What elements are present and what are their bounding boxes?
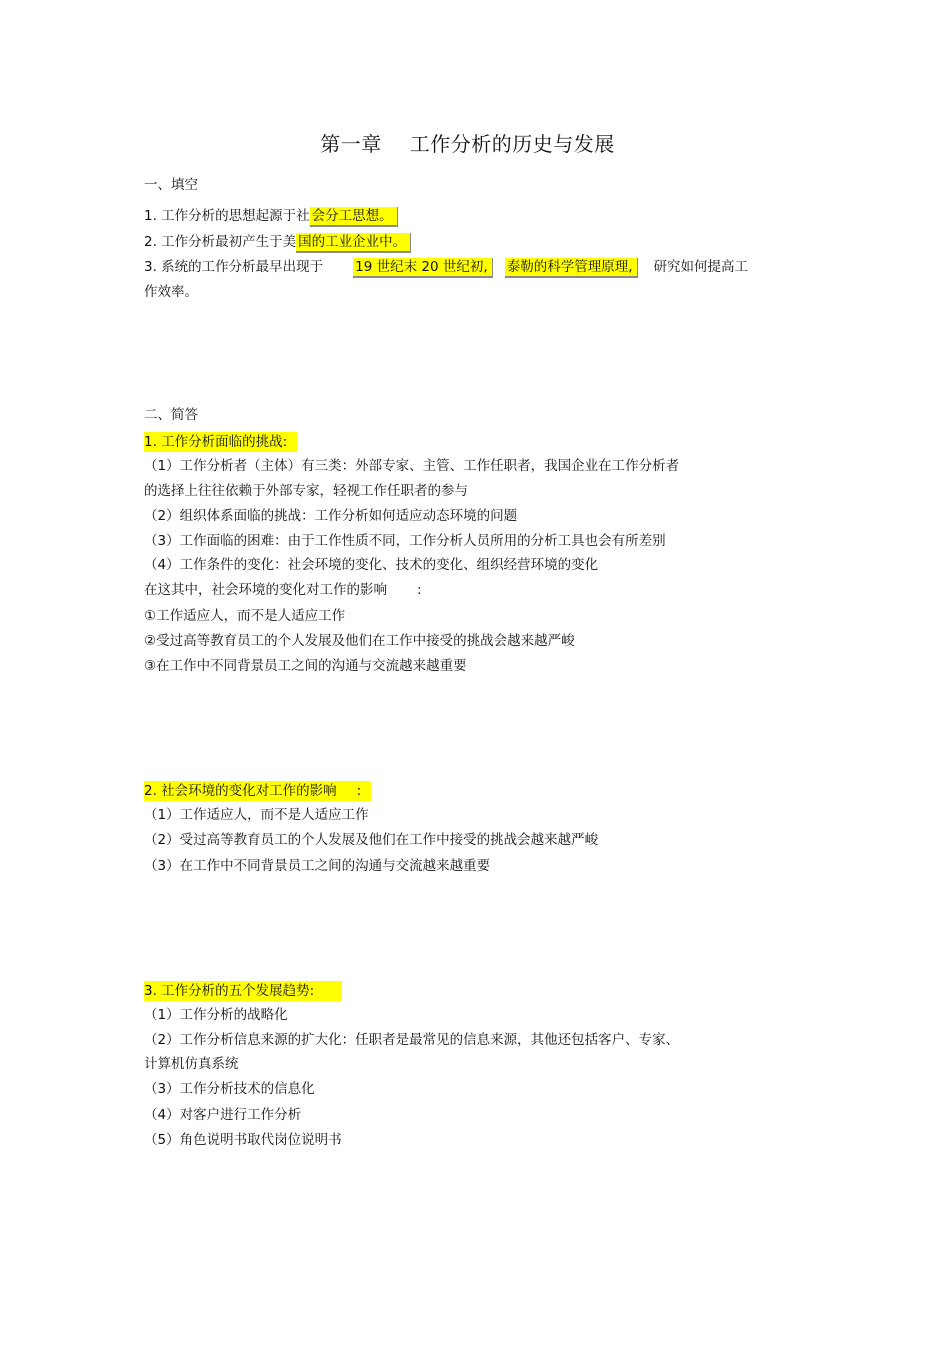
q1-line: （1）工作分析者（主体）有三类：外部专家、主管、工作任职者，我国企业在工作分析者 — [144, 458, 680, 474]
q3-line: （5）角色说明书取代岗位说明书 — [144, 1132, 342, 1148]
q1-line: ①工作适应人，而不是人适应工作 — [144, 608, 346, 624]
answer-highlight: 19 世纪末 20 世纪初, — [353, 258, 493, 278]
title-text: 工作分析的历史与发展 — [409, 132, 615, 156]
answer-highlight: 国的工业企业中。 — [296, 233, 411, 253]
q1-line: （2）组织体系面临的挑战：工作分析如何适应动态环境的问题 — [144, 508, 518, 524]
fill-item-2: 2. 工作分析最初产生于美 国的工业企业中。 — [144, 233, 411, 251]
q3-line: 计算机仿真系统 — [144, 1056, 239, 1072]
q2-line: （1）工作适应人，而不是人适应工作 — [144, 807, 369, 823]
fill-item-3: 3. 系统的工作分析最早出现于 19 世纪末 20 世纪初, 泰勒的科学管理原理, 研究如何提高工 — [144, 258, 748, 276]
q1-line: ②受过高等教育员工的个人发展及他们在工作中接受的挑战会越来越严峻 — [144, 633, 575, 649]
page-title — [0, 128, 935, 157]
question-3-heading: 3. 工作分析的五个发展趋势: — [144, 982, 342, 1000]
q3-line: （1）工作分析的战略化 — [144, 1007, 288, 1023]
q3-line: （3）工作分析技术的信息化 — [144, 1081, 315, 1097]
q1-line: 的选择上往往依赖于外部专家，轻视工作任职者的参与 — [144, 483, 468, 499]
fill-item-3-cont: 作效率。 — [144, 284, 198, 300]
q1-line: 在这其中，社会环境的变化对工作的影响 : — [144, 582, 422, 598]
q3-line: （4）对客户进行工作分析 — [144, 1107, 302, 1123]
section-heading-short: 二、简答 — [144, 407, 198, 423]
q2-line: （3）在工作中不同背景员工之间的沟通与交流越来越重要 — [144, 858, 491, 874]
q1-line: （4）工作条件的变化：社会环境的变化、技术的变化、组织经营环境的变化 — [144, 557, 599, 573]
answer-highlight: 泰勒的科学管理原理, — [505, 258, 638, 278]
q1-line: ③在工作中不同背景员工之间的沟通与交流越来越重要 — [144, 658, 467, 674]
question-2-heading: 2. 社会环境的变化对工作的影响 : — [144, 782, 371, 800]
section-heading-fill: 一、填空 — [144, 177, 198, 193]
q1-line: （3）工作面临的困难：由于工作性质不同，工作分析人员所用的分析工具也会有所差别 — [144, 533, 666, 549]
title-chapter: 第一章 — [320, 132, 382, 156]
question-1-heading: 1. 工作分析面临的挑战: — [144, 433, 297, 451]
fill-item-1: 1. 工作分析的思想起源于社 会分工思想。 — [144, 207, 398, 225]
q3-line: （2）工作分析信息来源的扩大化：任职者是最常见的信息来源，其他还包括客户、专家、 — [144, 1032, 680, 1048]
answer-highlight: 会分工思想。 — [310, 207, 398, 227]
q2-line: （2）受过高等教育员工的个人发展及他们在工作中接受的挑战会越来越严峻 — [144, 832, 599, 848]
